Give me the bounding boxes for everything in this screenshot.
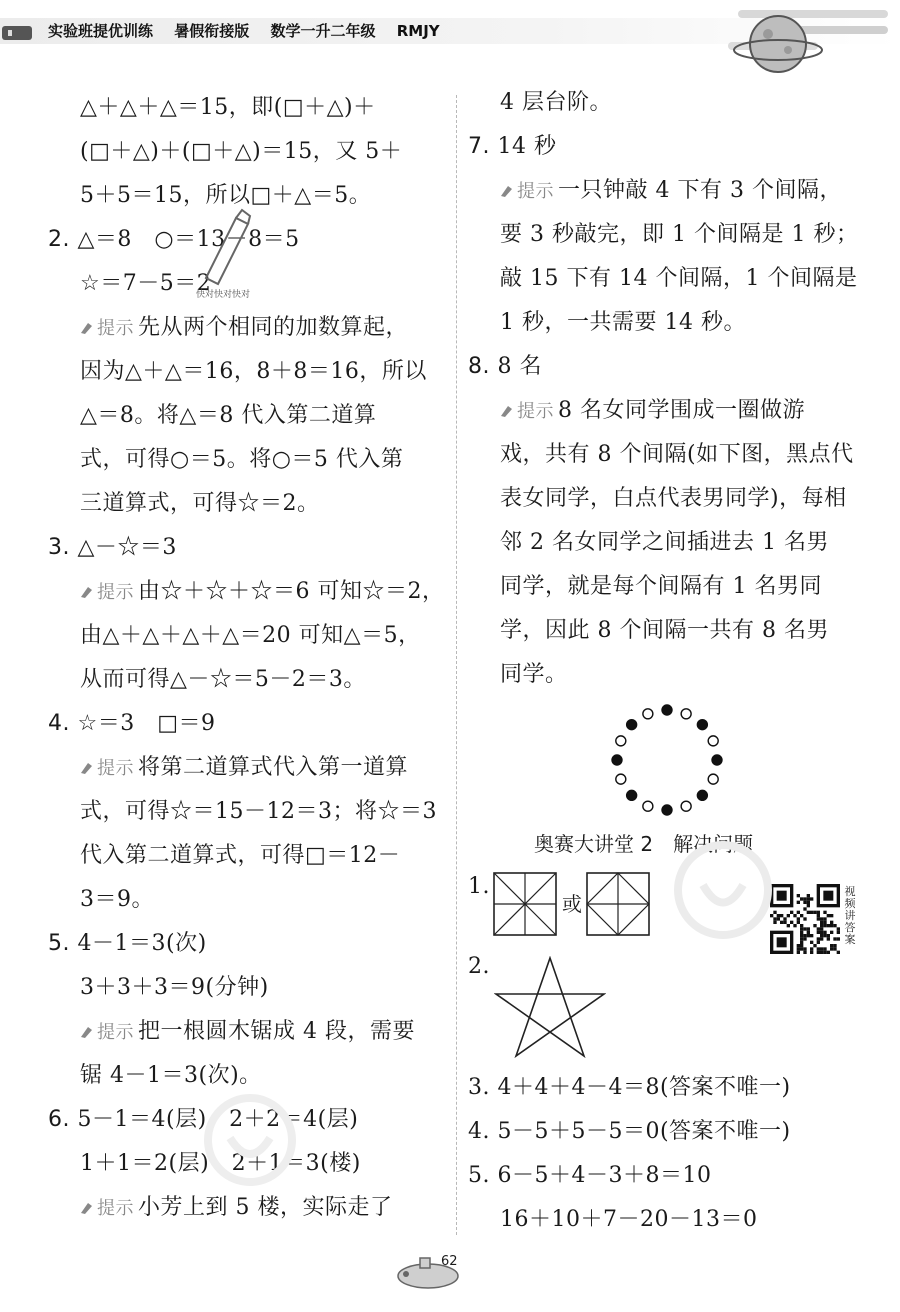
header-code: RMJY [396,22,440,40]
left-line-2: (□＋△)＋(□＋△)＝15，又 5＋ [80,139,403,164]
hint-3-line-2: 由△＋△＋△＋△＝20 可知△＝5， [80,623,421,648]
question-5-answer: 4－1＝3(次) [77,931,207,956]
hint-8-line-6: 学，因此 8 个间隔一共有 8 名男 [500,618,829,643]
question-6-answer-b: 1＋1＝2(层) 2＋1＝3(楼) [80,1151,361,1176]
left-line-3: 5＋5＝15，所以□＋△＝5。 [80,183,372,208]
section-q4: 4. 5－5＋5－5＝0(答案不唯一) [468,1119,791,1144]
question-2-number: 2. [48,227,70,252]
hint-7-line-1 [500,176,842,207]
girl-dot [697,720,707,730]
hint-7-line-3: 敲 15 下有 14 个间隔，1 个间隔是 [500,266,858,291]
hint-2-line-4: 式，可得○＝5。将○＝5 代入第 [80,447,404,472]
hint-3-line-1 [80,577,445,608]
boy-dot [681,801,691,811]
section-q5-b: 16＋10＋7－20－13＝0 [500,1207,758,1232]
hint-pencil-icon [80,321,94,335]
hint-7-line-4: 1 秒，一共需要 14 秒。 [500,310,746,335]
hint-8-line-7: 同学。 [500,662,568,687]
hint-2-line-2: 因为△＋△＝16，8＋8＝16，所以 [80,359,427,384]
question-8-answer: 8 名 [497,354,542,379]
hint-3-line-3: 从而可得△－☆＝5－2＝3。 [80,667,366,692]
pencil-stamp-icon [196,208,256,288]
hint-5-text-1: 把一根圆木锯成 4 段，需要 [138,1019,415,1044]
girl-dot [627,790,637,800]
hint-pencil-icon [500,184,514,198]
hint-4-line-2: 式，可得☆＝15－12＝3；将☆＝3 [80,799,437,824]
girl-dot [627,720,637,730]
boy-dot [681,709,691,719]
header-edition: 暑假衔接版 [174,22,250,40]
square-figure-a [494,873,556,935]
boy-dot [643,801,653,811]
hint-label: 提示 [97,1022,134,1043]
submarine-icon [390,1244,470,1294]
column-divider [456,95,457,1235]
question-2-answer: △＝8 ○＝13－8＝5 [77,227,300,252]
section-q1-number: 1. [468,874,490,899]
watermark-stamp-text: 快对快对快对 [196,290,251,300]
question-7 [468,132,557,162]
hint-7-line-2: 要 3 秒敲完，即 1 个间隔是 1 秒； [500,222,859,247]
girl-dot [612,755,622,765]
header-series: 实验班提优训练 [48,22,154,40]
section-title: 奥赛大讲堂 2 解决问题 [534,832,754,856]
page-header [0,0,900,60]
square-figure-b [587,873,649,935]
girl-dot [697,790,707,800]
hint-pencil-icon [80,761,94,775]
circle-dots-figure [607,700,727,820]
question-7-number: 7. [468,134,490,159]
header-title [48,20,456,41]
girl-dot [662,805,672,815]
question-4 [48,709,216,739]
hint-8-line-2: 戏，共有 8 个间隔(如下图，黑点代 [500,442,854,467]
question-5-number: 5. [48,931,70,956]
hint-label: 提示 [97,318,134,339]
planet-icon [718,0,900,80]
hint-4-text-1: 将第二道算式代入第一道算 [138,755,409,780]
hint-4-line-1 [80,753,408,784]
girl-dot [662,705,672,715]
question-2-answer-b: ☆＝7－5＝2 [80,271,212,296]
right-line-1: 4 层台阶。 [500,90,612,115]
qr-code-icon[interactable] [770,884,840,954]
question-5-answer-b: 3＋3＋3＝9(分钟) [80,975,269,1000]
hint-pencil-icon [80,1201,94,1215]
qr-video-label: 视频讲答案 [844,885,856,946]
hint-pencil-icon [80,585,94,599]
boy-dot [708,736,718,746]
question-3-answer: △－☆＝3 [77,535,177,560]
boy-dot [643,709,653,719]
question-5 [48,929,207,959]
or-label: 或 [562,892,583,916]
hint-5-line-1 [80,1017,415,1048]
hint-2-line-1 [80,313,408,344]
hint-label: 提示 [97,758,134,779]
section-q5: 5. 6－5＋4－3＋8＝10 [468,1163,712,1188]
hint-6-text-1: 小芳上到 5 楼，实际走了 [138,1195,393,1220]
hint-8-line-4: 邻 2 名女同学之间插进去 1 名男 [500,530,829,555]
hint-8-text-1: 8 名女同学围成一圈做游 [558,398,805,423]
boy-dot [708,774,718,784]
hint-label: 提示 [97,1198,134,1219]
question-3-number: 3. [48,535,70,560]
watermark-logo-icon [668,835,778,955]
girl-dot [712,755,722,765]
hint-8-line-5: 同学，就是每个间隔有 1 名男同 [500,574,822,599]
question-4-number: 4. [48,711,70,736]
boy-dot [616,774,626,784]
question-4-answer: ☆＝3 □＝9 [77,711,216,736]
question-3 [48,533,177,563]
hint-7-text-1: 一只钟敲 4 下有 3 个间隔， [558,178,842,203]
page-number: 62 [441,1254,458,1269]
rocket-icon [0,22,40,46]
left-line-1: △＋△＋△＝15，即(□＋△)＋ [80,95,376,120]
hint-3-text-1: 由☆＋☆＋☆＝6 可知☆＝2， [138,579,445,604]
watermark-logo-icon [200,1090,310,1210]
section-q3: 3. 4＋4＋4－4＝8(答案不唯一) [468,1075,791,1100]
hint-4-line-4: 3＝9。 [80,887,154,912]
header-subject: 数学一升二年级 [270,22,376,40]
hint-2-text-1: 先从两个相同的加数算起， [138,315,409,340]
hint-pencil-icon [80,1025,94,1039]
hint-label: 提示 [97,582,134,603]
hint-5-line-2: 锯 4－1＝3(次)。 [80,1063,262,1088]
section-q2-number: 2. [468,954,490,979]
question-6-number: 6. [48,1107,70,1132]
hint-label: 提示 [517,401,554,422]
hint-8-line-1 [500,396,805,427]
hint-label: 提示 [517,181,554,202]
question-7-answer: 14 秒 [497,134,557,159]
hint-4-line-3: 代入第二道算式，可得□＝12－ [80,843,401,868]
hint-pencil-icon [500,404,514,418]
star-figure [494,956,606,1060]
hint-8-line-3: 表女同学，白点代表男同学)，每相 [500,486,847,511]
question-8 [468,352,542,382]
question-6-answer: 5－1＝4(层) 2＋2＝4(层) [77,1107,359,1132]
hint-2-line-5: 三道算式，可得☆＝2。 [80,491,320,516]
question-2 [48,225,300,255]
boy-dot [616,736,626,746]
hint-2-line-3: △＝8。将△＝8 代入第二道算 [80,403,377,428]
question-8-number: 8. [468,354,490,379]
